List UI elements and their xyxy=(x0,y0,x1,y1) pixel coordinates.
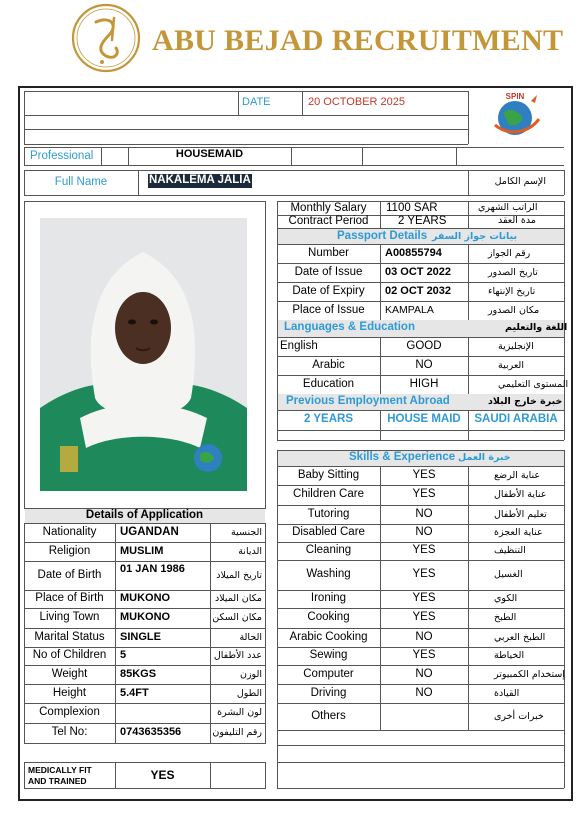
skill-row-label: Cleaning xyxy=(305,544,352,556)
skill-row-arabic: تعليم الأطفال xyxy=(494,508,547,520)
medical-value: YES xyxy=(150,768,175,782)
application-row-arabic: لون البشرة xyxy=(217,707,262,718)
languages-title: Languages & Education xyxy=(284,321,415,333)
skill-row-arabic: عناية الرضع xyxy=(494,469,541,481)
skills-title: Skills & Experience xyxy=(349,451,456,463)
passport-title: Passport Details xyxy=(337,230,428,242)
application-row-label: Living Town xyxy=(39,611,100,623)
application-row-arabic: رقم التليفون xyxy=(212,727,262,738)
application-row-arabic: عدد الأطفال xyxy=(213,650,262,661)
application-row-label: Height xyxy=(52,686,87,699)
skill-row-arabic: الكوي xyxy=(494,593,518,604)
skill-row-value: YES xyxy=(412,468,436,481)
period-label: Contract Period xyxy=(288,215,369,227)
professional-label: Professional xyxy=(30,150,94,162)
passport-row-arabic: تاريخ الإنتهاء xyxy=(488,286,536,297)
skills-title-arabic: خبرة العمل xyxy=(458,452,511,463)
skill-row-label: Others xyxy=(311,709,346,722)
skill-row-value: YES xyxy=(412,611,436,623)
skill-row-value: YES xyxy=(412,488,436,500)
application-row-label: Nationality xyxy=(42,525,97,538)
employment-title-arabic: خبرة خارج البلاد xyxy=(488,396,563,407)
skill-row-label: Disabled Care xyxy=(292,526,365,538)
application-row-arabic: الطول xyxy=(236,687,262,699)
skill-row-arabic: القيادة xyxy=(494,687,520,699)
employment-period: 2 YEARS xyxy=(303,413,353,425)
languages-title-arabic: اللغة والتعليم xyxy=(505,322,568,333)
application-row-arabic: تاريخ الميلاد xyxy=(216,569,262,581)
skill-row-arabic: عناية الأطفال xyxy=(494,489,547,500)
passport-row-label: Number xyxy=(308,247,349,259)
skill-row-arabic: الغسيل xyxy=(494,569,523,580)
application-row-arabic: الحالة xyxy=(239,631,262,643)
passport-title-arabic: بيانات جواز السفر xyxy=(432,231,518,242)
language-row-value: NO xyxy=(415,359,433,371)
passport-row-value: 03 OCT 2022 xyxy=(385,266,452,278)
company-logo xyxy=(66,0,146,78)
language-row-arabic: العربية xyxy=(498,360,524,371)
passport-row-arabic: رقم الجواز xyxy=(488,248,531,259)
application-row-label: Marital Status xyxy=(34,630,105,643)
full-name-label: Full Name xyxy=(54,176,108,188)
skill-row-label: Driving xyxy=(310,686,347,699)
application-row-value: MUKONO xyxy=(120,611,171,623)
application-row-value: 85KGS xyxy=(120,667,157,680)
application-row-value: 0743635356 xyxy=(120,726,182,738)
skill-row-label: Cooking xyxy=(307,611,350,623)
application-title: Details of Application xyxy=(85,509,204,521)
employment-country: SAUDI ARABIA xyxy=(474,413,558,425)
spin-logo-text: SPIN xyxy=(505,92,525,101)
skill-row-arabic: خبرات أخرى xyxy=(494,710,544,722)
skill-row-value: YES xyxy=(412,544,436,556)
passport-row-label: Date of Expiry xyxy=(292,285,365,297)
employment-title: Previous Employment Abroad xyxy=(286,395,450,407)
skill-row-label: Children Care xyxy=(293,488,364,500)
employment-position: HOUSE MAID xyxy=(387,413,461,425)
skill-row-arabic: الخياطة xyxy=(494,650,525,661)
skill-row-label: Arabic Cooking xyxy=(289,630,368,643)
application-row-value: MUSLIM xyxy=(120,544,164,557)
skill-row-value: NO xyxy=(415,526,433,538)
professional-value: HOUSEMAID xyxy=(175,148,244,160)
salary-value: 1100 SAR xyxy=(386,202,438,214)
skill-row-value: YES xyxy=(412,649,436,661)
skill-row-value: NO xyxy=(415,686,433,699)
skill-row-value: YES xyxy=(412,592,436,604)
skill-row-arabic: الطبخ xyxy=(494,612,517,623)
application-row-value: 5.4FT xyxy=(120,686,149,699)
skill-row-arabic: عناية العجزة xyxy=(494,527,543,538)
skill-row-label: Tutoring xyxy=(307,507,350,520)
candidate-photo xyxy=(40,218,247,491)
passport-row-value: KAMPALA xyxy=(385,304,434,316)
application-row-value: SINGLE xyxy=(120,630,161,643)
company-name: ABU BEJAD RECRUITMENT xyxy=(152,24,564,57)
date-label: DATE xyxy=(242,96,271,108)
passport-row-arabic: تاريخ الصدور xyxy=(488,267,538,278)
passport-row-arabic: مكان الصدور xyxy=(488,305,540,316)
application-row-label: Weight xyxy=(51,667,88,680)
application-row-value: 5 xyxy=(120,649,127,661)
language-row-arabic: المستوى التعليمي xyxy=(498,379,569,390)
language-row-value: GOOD xyxy=(406,340,442,352)
salary-label: Monthly Salary xyxy=(290,202,367,214)
skill-row-value: NO xyxy=(415,507,433,520)
passport-row-label: Date of Issue xyxy=(294,266,363,278)
language-row-label: English xyxy=(280,340,318,352)
application-row-arabic: الجنسية xyxy=(231,526,262,538)
application-row-value: UGANDAN xyxy=(120,525,179,538)
skill-row-label: Computer xyxy=(303,667,354,680)
skill-row-label: Baby Sitting xyxy=(297,468,360,481)
application-row-label: Date of Birth xyxy=(37,568,102,581)
passport-row-label: Place of Issue xyxy=(292,304,365,316)
application-row-arabic: مكان الميلاد xyxy=(214,593,262,604)
application-row-label: Religion xyxy=(48,544,91,557)
spin-agency-logo xyxy=(487,91,543,141)
language-row-value: HIGH xyxy=(409,378,439,390)
application-row-label: Tel No: xyxy=(51,726,88,738)
salary-arabic: الراتب الشهري xyxy=(478,202,538,213)
skill-row-value: NO xyxy=(415,630,433,643)
date-value: 20 OCTOBER 2025 xyxy=(308,96,406,108)
application-row-label: No of Children xyxy=(32,649,107,661)
full-name-arabic: الإسم الكامل xyxy=(494,176,546,187)
period-arabic: مدة العقد xyxy=(498,215,536,226)
application-row-arabic: الوزن xyxy=(239,668,262,680)
application-row-value: 01 JAN 1986 xyxy=(120,563,185,575)
application-row-arabic: الديانة xyxy=(238,545,262,557)
skill-row-arabic: التنظيف xyxy=(494,545,526,556)
language-row-label: Education xyxy=(302,378,355,390)
passport-row-value: A00855794 xyxy=(385,247,442,259)
skill-row-label: Ironing xyxy=(310,592,347,604)
passport-row-value: 02 OCT 2032 xyxy=(385,285,452,297)
application-row-label: Complexion xyxy=(39,706,100,718)
medical-label: MEDICALLY FIT AND TRAINED xyxy=(28,765,92,787)
skill-row-arabic: الطبخ العربي xyxy=(494,631,546,643)
language-row-arabic: الإنجليزية xyxy=(498,341,534,352)
language-row-label: Arabic xyxy=(312,359,345,371)
full-name-value: NAKALEMA JALIA xyxy=(149,174,251,186)
application-row-label: Place of Birth xyxy=(35,592,104,604)
skill-row-label: Washing xyxy=(306,568,351,580)
skill-row-arabic: إستخدام الكمبيوتر xyxy=(494,668,565,680)
application-row-value: MUKONO xyxy=(120,592,171,604)
skill-row-value: NO xyxy=(415,667,433,680)
application-row-arabic: مكان السكن xyxy=(212,612,262,623)
skill-row-label: Sewing xyxy=(309,649,348,661)
period-value: 2 YEARS xyxy=(398,215,447,227)
skill-row-value: YES xyxy=(412,568,436,580)
